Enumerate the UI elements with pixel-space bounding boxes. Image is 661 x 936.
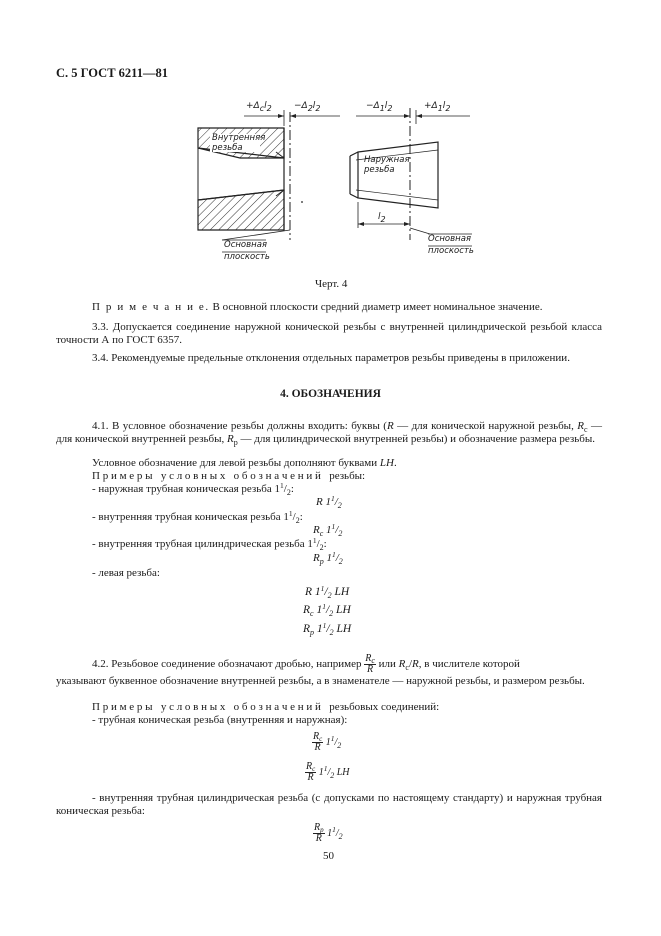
example-3-label: - внутренняя трубная цилиндрическая резьба $1^1/_2$: — [92, 536, 327, 552]
examples-heading-1: П р и м е р ы у с л о в н ы х о б о з н а ч е н и й резьбы: — [92, 470, 366, 482]
paragraph-3-3: 3.3. Допускается соединение наружной конической резьбы с внутренней цилиндрической резьбой класса точности А по ГОСТ 6357. — [56, 321, 602, 346]
connection-1: $\frac{R_с}{R}$ $1^1/_2$ — [313, 731, 342, 753]
fraction-rc-r: $\frac{R_с}{R}$ — [365, 653, 375, 675]
page-number: 50 — [323, 850, 334, 862]
external-thread-label: Наружная резьба — [364, 155, 410, 175]
example-4-label: - левая резьба: — [92, 567, 160, 579]
lh-example-1: R $1^1/_2$ LH — [305, 584, 350, 600]
internal-thread-label: Внутренняя резьба — [212, 133, 266, 153]
external-thread-drawing — [350, 108, 472, 246]
lh-example-3: $R_р$ $1^1/_2$ LH — [303, 621, 352, 637]
base-plane-label-right: Основная плоскость — [428, 234, 474, 256]
paragraph-4-2-line1: 4.2. Резьбовое соединение обозначают дробью, например $\frac{R_с}{R}$ или $R_с/R$, в числителе которой — [92, 653, 520, 675]
dim-minus-left: −Δ2l2 — [294, 101, 321, 113]
example-1-value: R $1^1/_2$ — [316, 494, 342, 510]
page-header: С. 5 ГОСТ 6211—81 — [56, 66, 168, 80]
dim-plus-left: +Δсl2 — [246, 101, 272, 113]
internal-thread-drawing — [198, 110, 340, 252]
paragraph-4-1: 4.1. В условное обозначение резьбы должны входить: буквы (R — для конической наружной резьбы, $R_с$ — для конической внутренней резьбы, $R_р$ — для цилиндрической внутренней резьбы) и обозначение размера резьбы. — [56, 420, 603, 447]
note: П р и м е ч а н и е. В основной плоскости средний диаметр имеет номинальное значение. — [92, 301, 543, 313]
length-l2-label: l2 — [378, 212, 386, 224]
section-heading: 4. ОБОЗНАЧЕНИЯ — [280, 388, 381, 400]
example-2-value: $R_с$ $1^1/_2$ — [313, 522, 343, 538]
paragraph-3-4: 3.4. Рекомендуемые предельные отклонения отдельных параметров резьбы приведены в приложении. — [92, 352, 570, 364]
connection-3: $\frac{R_р}{R}$ $1^1/_2$ — [314, 822, 343, 844]
connection-2: $\frac{R_с}{R}$ $1^1/_2$ LH — [306, 761, 350, 783]
dim-plus-right: +Δ1l2 — [424, 101, 451, 113]
example-6-label: - внутренняя трубная цилиндрическая резьба (с допусками по настоящему стандарту) и наружная трубная коническая резьба: — [56, 792, 602, 817]
paragraph-4-2-rest: указывают буквенное обозначение внутренней резьбы, а в знаменателе — наружной резьбы, и размером резьбы. — [56, 675, 585, 687]
examples-heading-2: П р и м е р ы у с л о в н ы х о б о з н а ч е н и й резьбовых соединений: — [92, 701, 440, 713]
example-5-label: - трубная коническая резьба (внутренняя и наружная): — [92, 714, 348, 726]
lh-example-2: $R_с$ $1^1/_2$ LH — [303, 602, 351, 618]
base-plane-label-left: Основная плоскость — [224, 240, 270, 262]
figure-caption: Черт. 4 — [315, 278, 348, 290]
left-thread-note: Условное обозначение для левой резьбы дополняют буквами LH. — [92, 457, 397, 469]
dim-minus-right: −Δ1l2 — [366, 101, 393, 113]
example-1-label: - наружная трубная коническая резьба $1^1/_2$: — [92, 481, 294, 497]
example-2-label: - внутренняя трубная коническая резьба $1^1/_2$: — [92, 509, 303, 525]
example-3-value: $R_р$ $1^1/_2$ — [313, 550, 343, 566]
